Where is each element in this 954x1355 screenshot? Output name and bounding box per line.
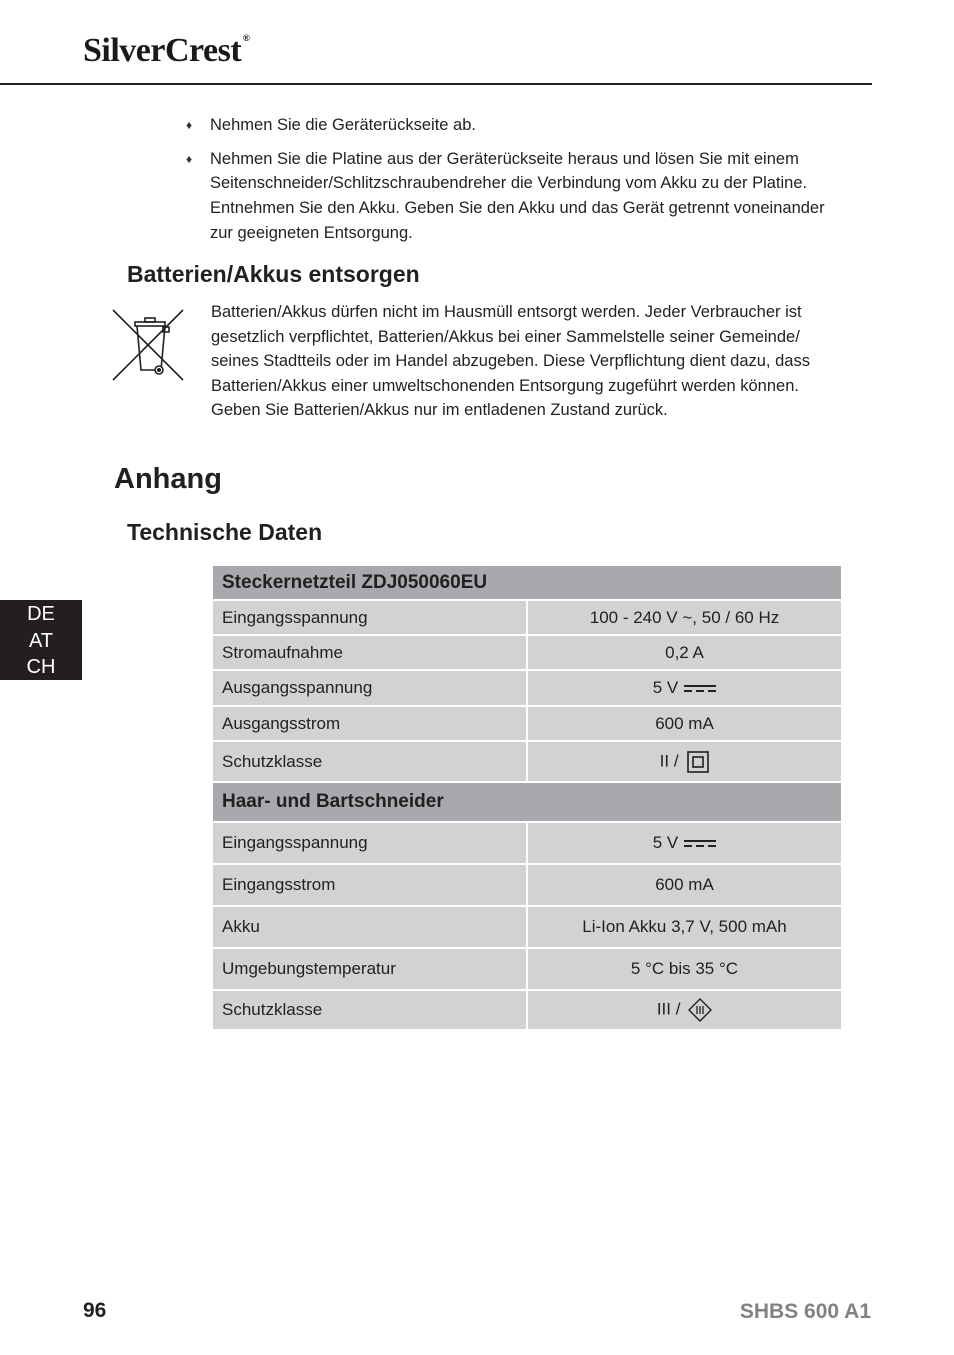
protection-class-ii-icon [687,751,709,773]
language-tab: DE AT CH [0,600,82,680]
dc-current-icon [684,839,716,848]
header-rule [0,83,872,85]
list-item: ♦ Nehmen Sie die Platine aus der Geräterückseite heraus und lösen Sie mit einem Seitenschneider/Schlitzschraubendreher die Verbindung vom Akku zu der Platine. Entnehmen Sie den Akku. Geben Sie den Akku und das Gerät getrennt voneinander zur geeigneten Entsorgung. [186,147,846,246]
brand-logo: SilverCrest ® [83,32,250,69]
battery-heading: Batterien/Akkus entsorgen [127,261,420,287]
table-row: Ausgangsstrom 600 mA [212,706,842,741]
table-row: Schutzklasse III / [212,990,842,1030]
technical-data-table [211,564,843,1031]
table-row: Ausgangsspannung 5 V [212,670,842,706]
page-number: 96 [83,1299,107,1322]
table-row: Eingangsstrom 600 mA [212,864,842,906]
table-row: Stromaufnahme 0,2 A [212,635,842,670]
diamond-bullet-icon: ♦ [186,151,193,166]
list-item: ♦ Nehmen Sie die Geräterückseite ab. [186,113,846,138]
table-row: Schutzklasse II / [212,741,842,782]
table-row: Akku Li-Ion Akku 3,7 V, 500 mAh [212,906,842,948]
instruction-list [186,113,846,255]
protection-class-iii-icon [688,998,712,1022]
table-section-header: Steckernetzteil ZDJ050060EU [212,565,842,600]
technical-data-heading: Technische Daten [127,519,323,545]
table-section-header: Haar- und Bartschneider [212,782,842,822]
battery-disposal-text: Batterien/Akkus dürfen nicht im Hausmüll entsorgt werden. Jeder Verbraucher ist gesetzlich verpflichtet, Batterien/Akkus bei einer Sammelstelle seiner Gemeinde/ seines Stadtteils oder im Handel abzugeben. Diese Verpflichtung dient dazu, dass Batterien/Akkus einer umweltschonenden Entsorgung zugeführt werden können. Geben Sie Batterien/Akkus nur im entladenen Zustand zurück. [211,303,810,420]
table-row: Eingangsspannung 100 - 240 V ~, 50 / 60 Hz [212,600,842,635]
table-row: Umgebungstemperatur 5 °C bis 35 °C [212,948,842,990]
table-row: Eingangsspannung 5 V [212,822,842,864]
appendix-heading: Anhang [114,463,222,495]
model-number: SHBS 600 A1 [739,1300,871,1323]
crossed-out-wheelie-bin-icon [111,308,185,382]
dc-current-icon [684,684,716,693]
diamond-bullet-icon: ♦ [186,118,193,132]
